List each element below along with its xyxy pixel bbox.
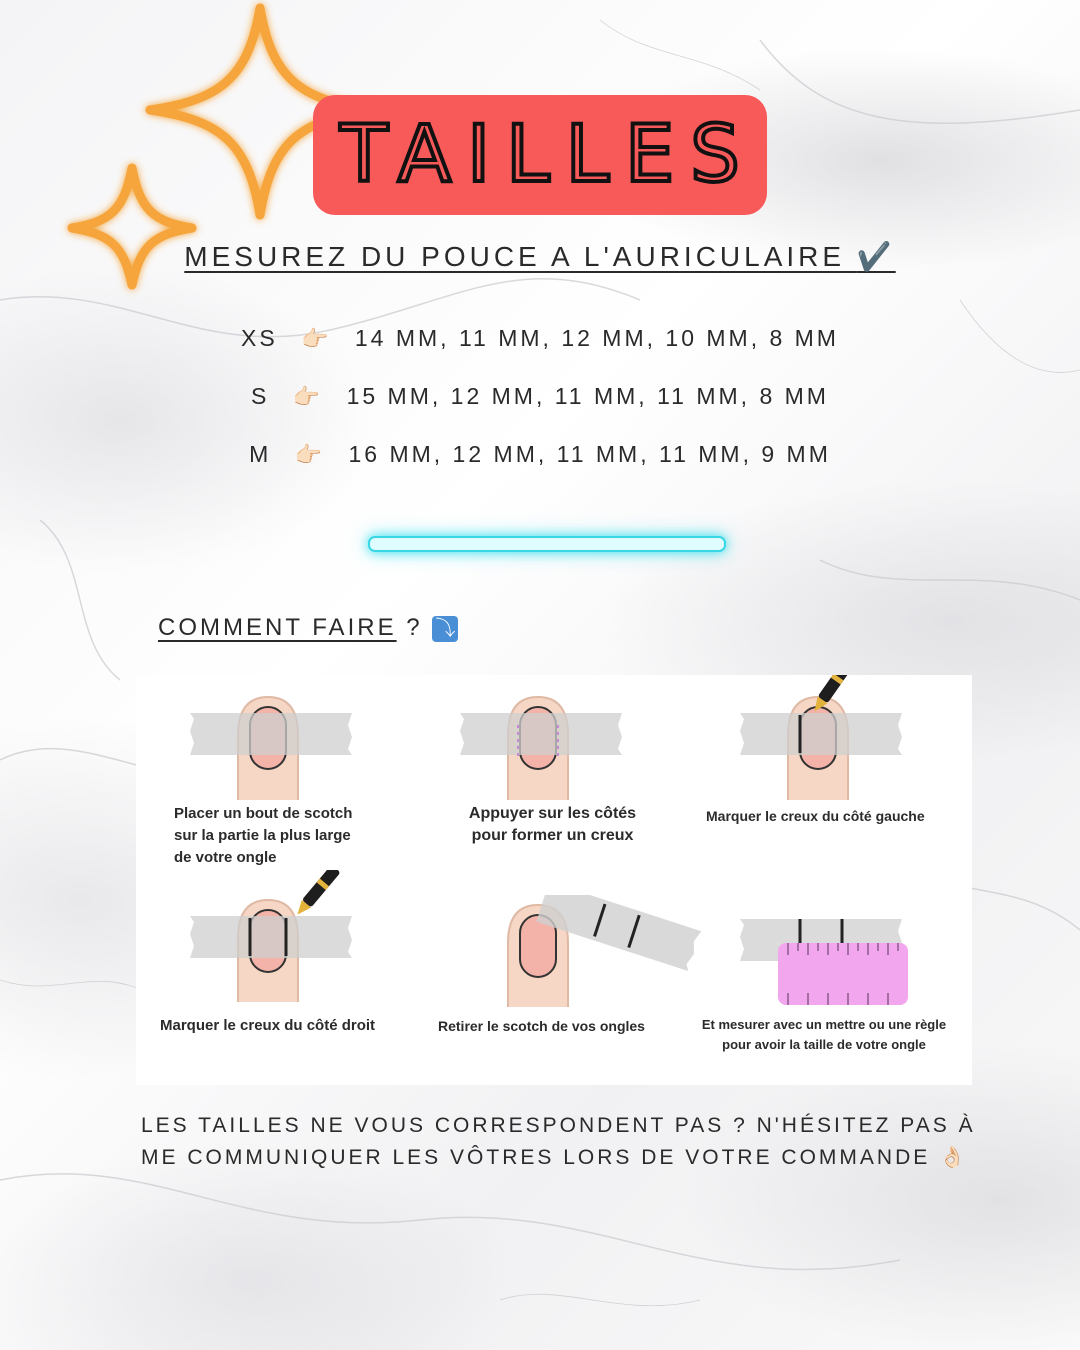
step-3-caption: Marquer le creux du côté gauche (706, 808, 925, 824)
size-values: 16 MM, 12 MM, 11 MM, 11 MM, 9 MM (348, 441, 831, 467)
neon-divider (368, 536, 726, 552)
step-1-caption: Placer un bout de scotch sur la partie la plus large de votre ongle (174, 805, 353, 866)
size-label: S (251, 383, 270, 409)
size-row-xs (0, 325, 1080, 352)
footer-line-1: LES TAILLES NE VOUS CORRESPONDENT PAS ? N'HÉSITEZ PAS À (141, 1114, 976, 1137)
step-5-illustration (496, 895, 706, 1010)
footer-note (141, 1110, 1021, 1174)
step-6-caption: Et mesurer avec un mettre ou une règle pour avoir la taille de votre ongle (701, 1017, 947, 1052)
measure-instruction (0, 240, 1080, 273)
step-4-illustration (188, 870, 363, 1005)
step-5-caption: Retirer le scotch de vos ongles (438, 1018, 645, 1034)
title-banner (313, 95, 767, 215)
step-3-illustration (736, 675, 911, 805)
page-title: TAILLES (340, 110, 756, 200)
pointing-hand-icon: 👉🏻 (292, 384, 324, 409)
size-values: 14 MM, 11 MM, 12 MM, 10 MM, 8 MM (354, 325, 839, 351)
how-to-heading (158, 614, 458, 642)
step-2-illustration (458, 695, 628, 805)
step-6-illustration (738, 915, 913, 1010)
pointing-hand-icon: 👉🏻 (301, 326, 332, 351)
size-label: XS (241, 325, 278, 351)
step-2-caption: Appuyer sur les côtés pour former un creux (468, 805, 637, 844)
how-to-suffix: ? (396, 614, 433, 641)
size-row-m (0, 441, 1080, 468)
measure-instruction-text: MESUREZ DU POUCE A L'AURICULAIRE (184, 241, 846, 272)
size-values: 15 MM, 12 MM, 11 MM, 11 MM, 8 MM (346, 383, 829, 409)
instructions-panel (136, 675, 972, 1085)
pointing-hand-icon: 👉🏻 (294, 442, 326, 467)
step-4-caption: Marquer le creux du côté droit (160, 1017, 376, 1034)
how-to-label: COMMENT FAIRE (158, 614, 397, 641)
footer-line-2: ME COMMUNIQUER LES VÔTRES LORS DE VOTRE COMMANDE (141, 1146, 931, 1169)
arrow-down-icon: ⤵ (432, 616, 458, 642)
size-row-s (0, 383, 1080, 410)
check-icon: ✔️ (856, 241, 896, 272)
ok-hand-icon: 👌🏻 (939, 1146, 969, 1169)
step-1-illustration (188, 695, 358, 805)
size-label: M (249, 441, 272, 467)
